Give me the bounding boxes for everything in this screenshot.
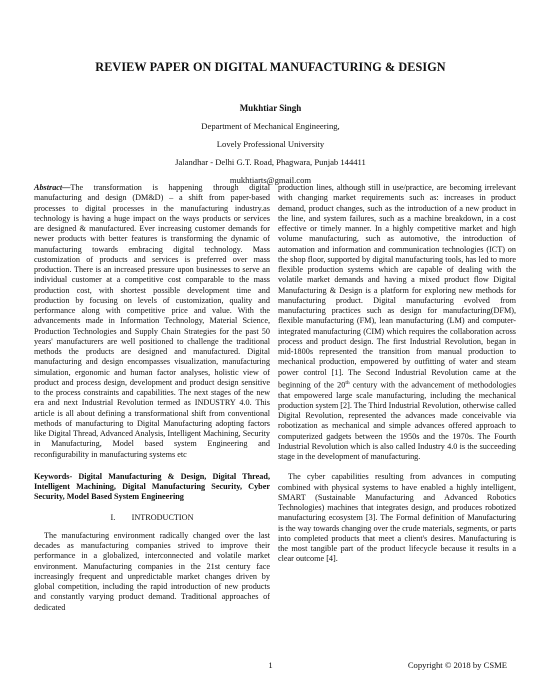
author-name: Mukhtiar Singh bbox=[239, 103, 302, 113]
superscript-th: th bbox=[345, 379, 350, 386]
right-paragraph-1 bbox=[278, 183, 516, 462]
abstract-text: The transformation is happening through digital manufacturing and design (DM&D) – a shift from paper-based processes to digital processes in the manufacturing industry.as technology is having a huge impact on the ways products or services are designed & manufactured. Ever increasing customer demands for newer products with better features is transforming the dynamic of manufacturing towards embracing digital technology. Mass customization of products and services is preferred over mass production. There is an increased pressure upon businesses to serve an individual customer at a competitive cost comparable to the mass production cost, with shortest possible development time and production by focusing on levels of customization, quality and performance along with competitive price and value. With the advancements made in Information Technology, Material Science, Production Technologies and Supply Chain Strategies for the past 50 years' manufacturers are well positioned to challenge the traditional methods the products are designed and manufactured. Digital manufacturing and design encompasses visualization, manufacturing simulation, ergonomic and human factor analyses, holistic view of product and process design, development and product design sensitive to the process constraints and capabilities. The next stages of the new era and next Industrial Revolution termed as INDUSTRY 4.0. This article is all about defining a transformational shift from conventional methods of manufacturing to Digital Manufacturing adopting factors like Digital Thread, Advanced Analysis, Intelligent Machining, Security in Manufacturing, Model based system Engineering and reconfigurability in manufacturing systems etc bbox=[34, 183, 270, 459]
author-university: Lovely Professional University bbox=[216, 139, 325, 149]
page-number: 1 bbox=[268, 660, 273, 670]
abstract bbox=[34, 183, 270, 460]
right-paragraph-2: The cyber capabilities resulting from advances in computing combined with physical systems to have enabled a highly intelligent, SMART (Sustainable Manufacturing and Advanced Robotics Technologies) machines that integrates design, and produces robotized manufacturing ecosystem [3]. The Formal definition of Manufacturing is the way towards changing over the crude materials, segments, or parts into completed products that meet a client's desires. Manufacturing is the most tangible part of the product lifecycle because it results in a clear outcome [4]. bbox=[278, 472, 516, 564]
author-address: Jalandhar - Delhi G.T. Road, Phagwara, Punjab 144411 bbox=[175, 157, 366, 167]
right-paragraph-1-part-a: production lines, although still in use/practice, are becoming irrelevant with changing market requirements such as: increases in product demand, product changes, such as the introduction of a new product in the line, and system failures, such as a machine breakdown, in a cost effective or timely manner. In a highly competitive market and high volume manufacturing, such as automotive, the introduction of automation and information and communication technologies (ICT) on the shop floor, supported by digital manufacturing tools, has led to more flexible production systems which are capable of dealing with the volatile market demands and having a mixed product flow Digital Manufacturing & Design is a platform for exploring new methods for manufacturing product. Digital manufacturing evolved from manufacturing practices such as design for manufacturing(DFM), flexible manufacturing (FM), lean manufacturing (LM) and computer-integrated manufacturing (CIM) which requires the collaboration across process and product design. The first Industrial Revolution, began in mid-1800s represented the transition from manual production to mechanical production, empowered by outfitting of water and steam power control [1]. The Second Industrial Revolution came at the beginning of the 20 bbox=[278, 183, 516, 390]
copyright-footer: Copyright © 2018 by CSME bbox=[407, 660, 507, 670]
section-heading: I. INTRODUCTION bbox=[110, 512, 194, 522]
right-column bbox=[278, 183, 516, 565]
intro-paragraph: The manufacturing environment radically changed over the last decades as manufacturing companies strived to improve their performance in a globalized, interconnected and volatile market environment. Manufacturing companies in the 21st century face increasingly frequent and unpredictable market changes driven by global competition, including the rapid introduction of new products and constantly varying product demand. Traditional approaches of dedicated bbox=[34, 530, 270, 612]
left-column bbox=[34, 183, 270, 613]
paper-title: REVIEW PAPER ON DIGITAL MANUFACTURING & DESIGN bbox=[95, 60, 446, 74]
author-block bbox=[0, 99, 541, 189]
abstract-label: Abstract— bbox=[34, 183, 71, 192]
right-paragraph-1-part-b: century with the advancement of methodologies that empowered large scale manufacturing, including the mechanical production system [2]. The Third Industrial Revolution, otherwise called Digital Revolution, represented the advances made conceivable via robotization as mechanical and simple advances offered approach to computerized gadgets between the 1950s and the 1970s. The Fourth Industrial Revolution which is also called Industry 4.0 is the succeeding stage in the development of manufacturing. bbox=[278, 380, 517, 462]
keywords: Keywords- Digital Manufacturing & Design, Digital Thread, Intelligent Machining, Digital Manufacturing Security, Cyber Security, Model Based System Engineering bbox=[34, 471, 270, 502]
author-department: Department of Mechanical Engineering, bbox=[201, 121, 340, 131]
author-email: mukhtiarts@gmail.com bbox=[229, 175, 312, 185]
